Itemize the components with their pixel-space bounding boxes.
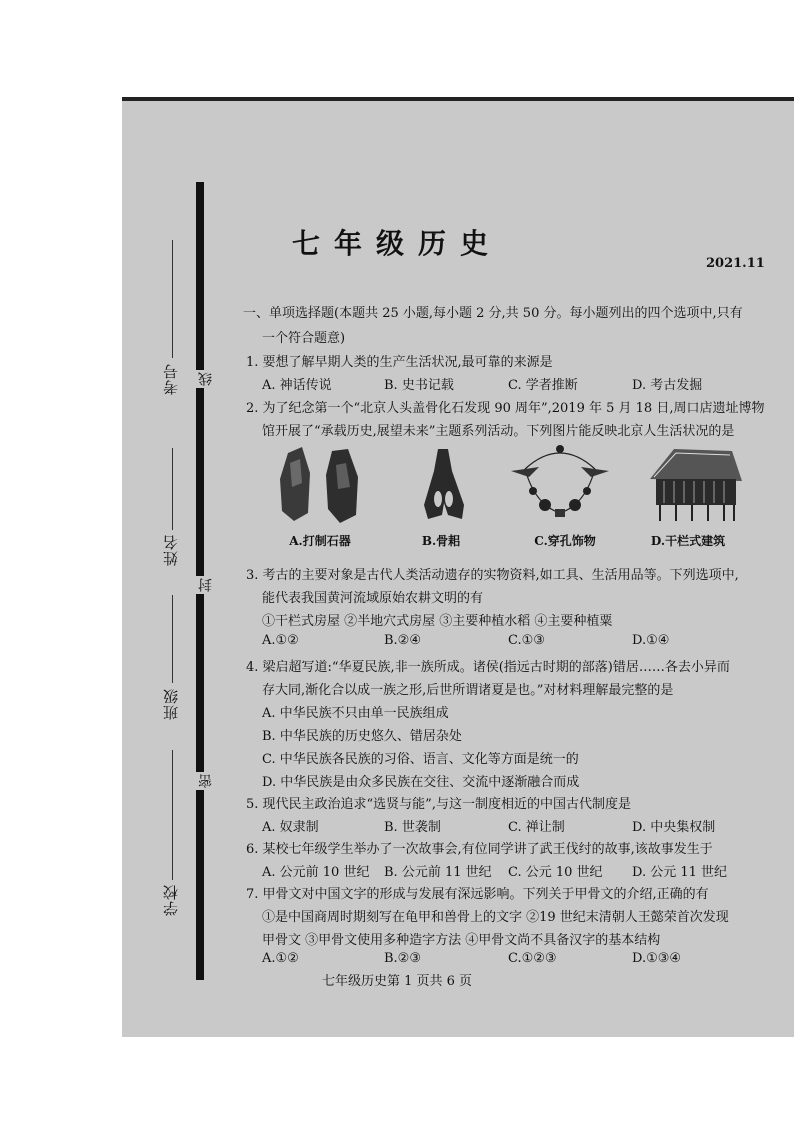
q3-option-c: C.①③: [508, 633, 545, 648]
section-heading-cont: 一个符合题意): [262, 331, 346, 346]
blank-line: [172, 750, 173, 880]
stilt-house-image: [640, 443, 750, 525]
class-label: 班级: [162, 688, 180, 720]
q1-stem: 1. 要想了解早期人类的生产生活状况,最可靠的来源是: [246, 355, 553, 370]
q5-option-c: C. 禅让制: [508, 820, 565, 835]
page-title: 七年级历史: [291, 227, 502, 260]
q3-option-d: D.①④: [632, 633, 670, 648]
q4-stem-cont: 存大同,渐化合以成一族之形,后世所谓诸夏是也。”对材料理解最完整的是: [262, 683, 674, 698]
caption-d: D.干栏式建筑: [650, 534, 726, 548]
q7-option-b: B.②③: [384, 951, 421, 966]
q4-option-c: C. 中华民族各民族的习俗、语言、文化等方面是统一的: [262, 752, 579, 767]
section-heading: 一、单项选择题(本题共 25 小题,每小题 2 分,共 50 分。每小题列出的四个选项中,只有: [243, 306, 743, 321]
q4-option-a: A. 中华民族不只由单一民族组成: [262, 706, 449, 721]
blank-line: [172, 448, 173, 530]
q7-stem: 7. 甲骨文对中国文字的形成与发展有深远影响。下列关于甲骨文的介绍,正确的有: [246, 887, 709, 902]
q4-option-d: D. 中华民族是由众多民族在交往、交流中逐渐融合而成: [262, 775, 580, 790]
seal-char-seal: 封: [198, 578, 214, 592]
q6-option-d: D. 公元 11 世纪: [632, 865, 728, 880]
seal-char-secret: 密: [198, 774, 214, 788]
q7-option-a: A.①②: [262, 951, 299, 966]
q1-option-d: D. 考古发掘: [632, 378, 703, 393]
q3-stem-cont: 能代表我国黄河流域原始农耕文明的有: [262, 591, 484, 606]
exam-date: 2021.11: [706, 256, 765, 271]
q3-stem: 3. 考古的主要对象是古代人类活动遗存的实物资料,如工具、生活用品等。下列选项中,: [246, 568, 739, 583]
bone-spade-image: [386, 443, 496, 525]
q1-option-b: B. 史书记载: [384, 378, 454, 393]
q4-option-b: B. 中华民族的历史悠久、错居杂处: [262, 729, 462, 744]
q1-option-a: A. 神话传说: [262, 378, 332, 393]
q6-option-b: B. 公元前 11 世纪: [384, 865, 492, 880]
q7-items-cont: 甲骨文 ③甲骨文使用多种造字方法 ④甲骨文尚不具备汉字的基本结构: [262, 933, 661, 948]
name-label: 姓名: [162, 534, 180, 566]
caption-a: A.打制石器: [289, 534, 351, 548]
q2-stem: 2. 为了纪念第一个“北京人头盖骨化石发现 90 周年”,2019 年 5 月 18 日,周口店遗址博物: [246, 401, 765, 416]
q7-items: ①是中国商周时期刻写在龟甲和兽骨上的文字 ②19 世纪末清朝人王懿荣首次发现: [262, 910, 729, 925]
q3-option-a: A.①②: [262, 633, 299, 648]
q2-stem-cont: 馆开展了“承载历史,展望未来”主题系列活动。下列图片能反映北京人生活状况的是: [262, 424, 735, 439]
q7-option-d: D.①③④: [632, 951, 682, 966]
q7-option-c: C.①②③: [508, 951, 557, 966]
caption-c: C.穿孔饰物: [534, 534, 596, 548]
school-label: 学校: [162, 884, 180, 916]
q3-items: ①干栏式房屋 ②半地穴式房屋 ③主要种植水稻 ④主要种植粟: [262, 614, 613, 629]
q5-option-a: A. 奴隶制: [262, 820, 319, 835]
q6-option-c: C. 公元 10 世纪: [508, 865, 603, 880]
stone-tools-image: [270, 443, 380, 525]
seal-char-line: 线: [198, 372, 214, 386]
q6-option-a: A. 公元前 10 世纪: [262, 865, 370, 880]
q5-stem: 5. 现代民主政治追求“选贤与能”,与这一制度相近的中国古代制度是: [246, 797, 631, 812]
q4-stem: 4. 梁启超写道:“华夏民族,非一族所成。诸侯(指远古时期的部落)错居……各去小异而: [246, 660, 730, 675]
q3-option-b: B.②④: [384, 633, 421, 648]
q5-option-b: B. 世袭制: [384, 820, 441, 835]
exam-number-label: 考号: [162, 363, 180, 395]
page-footer: 七年级历史第 1 页共 6 页: [321, 974, 473, 989]
q6-stem: 6. 某校七年级学生举办了一次故事会,有位同学讲了武王伐纣的故事,该故事发生于: [246, 842, 713, 857]
blank-line: [172, 595, 173, 683]
pierced-ornament-image: [505, 443, 615, 525]
q5-option-d: D. 中央集权制: [632, 820, 716, 835]
q1-option-c: C. 学者推断: [508, 378, 578, 393]
caption-b: B.骨耜: [421, 534, 461, 548]
